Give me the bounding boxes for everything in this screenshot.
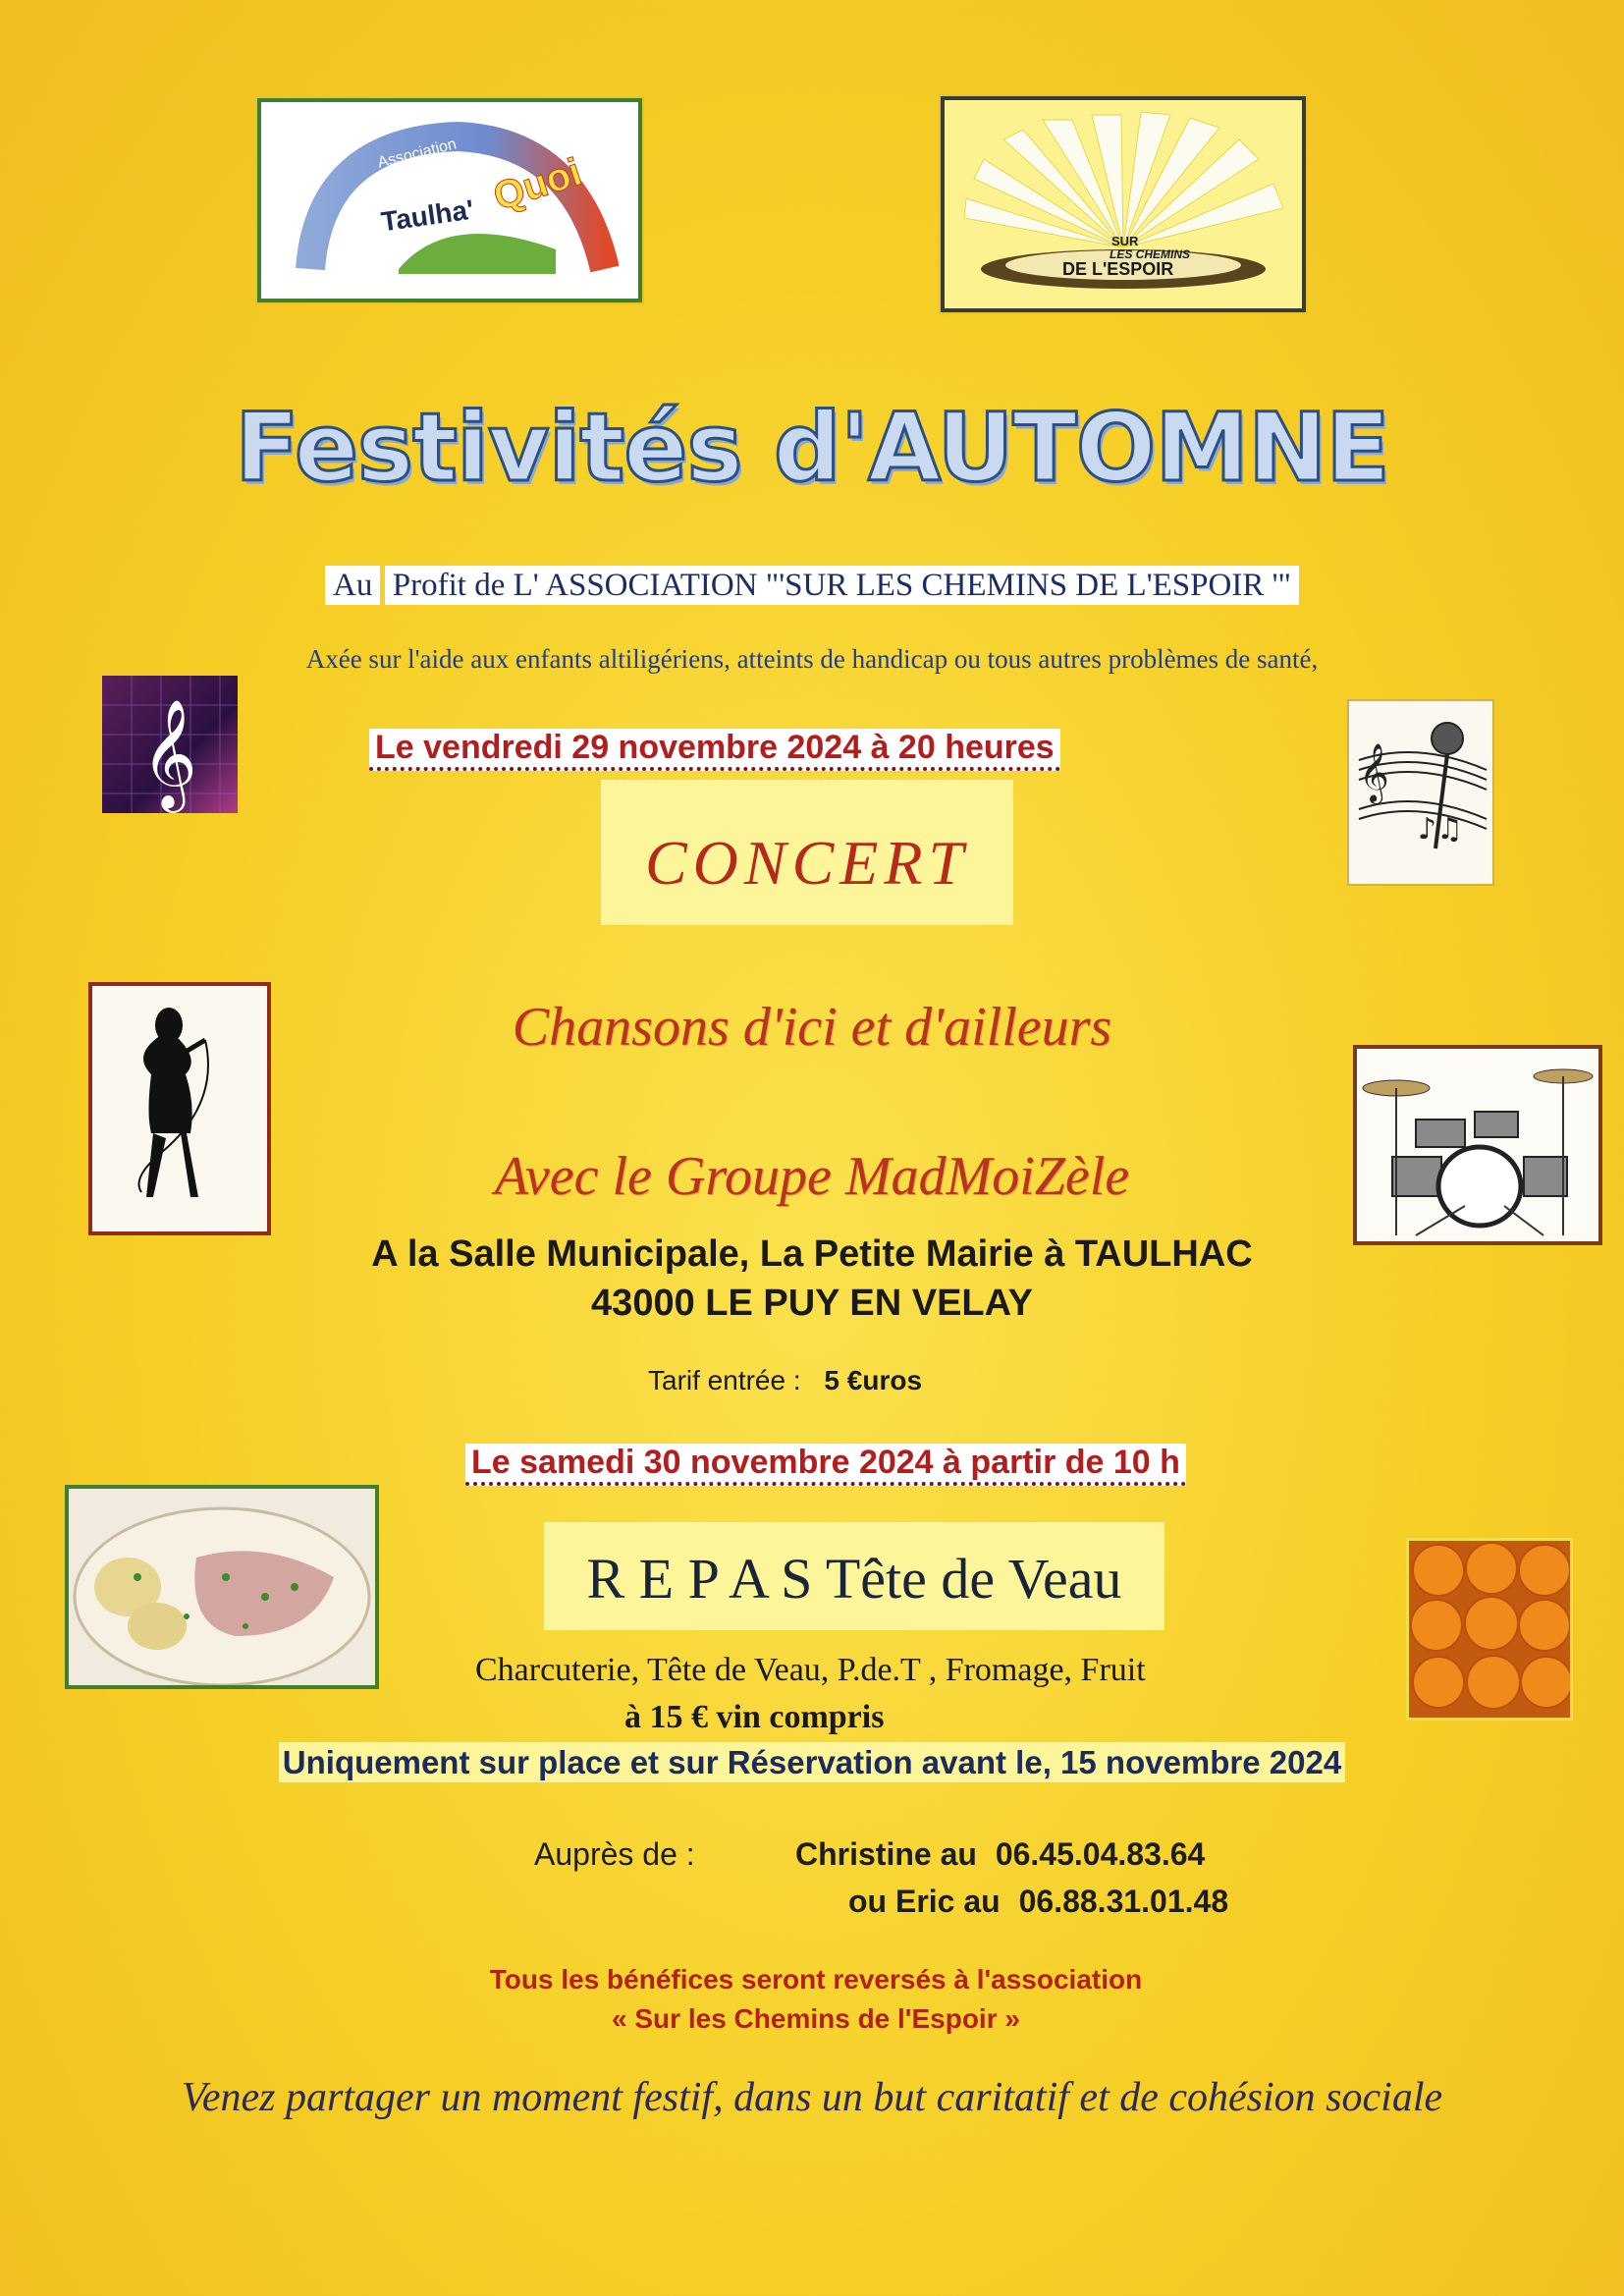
price-line <box>648 1365 922 1396</box>
contact-1-name: Christine au <box>795 1836 977 1872</box>
contact-2 <box>848 1884 1228 1920</box>
association-logo <box>257 98 642 302</box>
price-value: 5 €uros <box>824 1365 923 1395</box>
meal-menu: Charcuterie, Tête de Veau, P.de.T , Fromage, Fruit <box>475 1652 1146 1688</box>
espoir-logo-sur: SUR <box>1111 234 1139 248</box>
microphone-notes-icon <box>1349 701 1492 884</box>
music-note-photo <box>102 676 238 813</box>
quoi-word: Quoi <box>488 150 587 220</box>
concert-date: Le vendredi 29 novembre 2024 à 20 heures <box>369 729 1060 771</box>
contact-2-name: ou Eric au <box>848 1884 1001 1919</box>
subtitle <box>0 568 1624 604</box>
page-title: Festivités d'AUTOMNE <box>235 393 1389 503</box>
concert-tagline: Chansons d'ici et d'ailleurs <box>512 997 1112 1058</box>
svg-text:𝄞: 𝄞 <box>1359 743 1389 802</box>
contact-2-phone: 06.88.31.01.48 <box>1018 1884 1229 1919</box>
espoir-logo <box>941 96 1306 312</box>
meal-date: Le samedi 30 novembre 2024 à partir de 10 h <box>465 1444 1186 1486</box>
espoir-logo-espoir: DE L'ESPOIR <box>1062 259 1174 279</box>
venue-line-1: A la Salle Municipale, La Petite Mairie à TAULHAC <box>371 1233 1253 1275</box>
taulha-word: Taulha' <box>379 193 476 238</box>
meal-photo <box>65 1485 379 1689</box>
contact-1 <box>795 1836 1205 1873</box>
meal-price: à 15 € vin compris <box>624 1699 885 1735</box>
concert-label: CONCERT <box>644 828 970 898</box>
plate-dish-icon <box>69 1489 375 1685</box>
reservation-line <box>0 1744 1624 1781</box>
oranges-icon <box>1409 1541 1570 1718</box>
music-sheet-photo <box>1347 699 1494 886</box>
price-label: Tarif entrée : <box>648 1365 801 1395</box>
mission-text: Axée sur l'aide aux enfants altiligériens, atteints de handicap ou tous autres problèmes de santé, <box>305 644 1319 674</box>
closing-line: Venez partager un moment festif, dans un but caritatif et de cohésion sociale <box>181 2075 1443 2120</box>
contact-1-phone: 06.45.04.83.64 <box>995 1836 1206 1872</box>
espoir-logo-chemins: LES CHEMINS <box>1110 247 1191 261</box>
benefits-line-1: Tous les bénéfices seront reversés à l'association <box>489 1964 1143 1995</box>
reservation-text: Uniquement sur place et sur Réservation avant le, 15 novembre 2024 <box>279 1742 1345 1782</box>
association-word: Association <box>376 136 459 172</box>
benefits-line-2: « Sur les Chemins de l'Espoir » <box>612 2003 1020 2034</box>
oranges-photo <box>1406 1538 1573 1721</box>
band-line: Avec le Groupe MadMoiZèle <box>494 1146 1130 1207</box>
svg-text:𝄞: 𝄞 <box>141 698 197 808</box>
repas-label: R E P A S Tête de Veau <box>586 1547 1122 1611</box>
venue-line-2: 43000 LE PUY EN VELAY <box>591 1283 1033 1324</box>
subtitle-au: Au <box>325 566 380 605</box>
treble-clef-icon <box>102 676 238 813</box>
svg-text:♪♫: ♪♫ <box>1418 812 1464 847</box>
contact-label: Auprès de : <box>534 1836 695 1872</box>
subtitle-rest: Profit de L' ASSOCIATION "'SUR LES CHEMINS DE L'ESPOIR '" <box>385 566 1299 605</box>
